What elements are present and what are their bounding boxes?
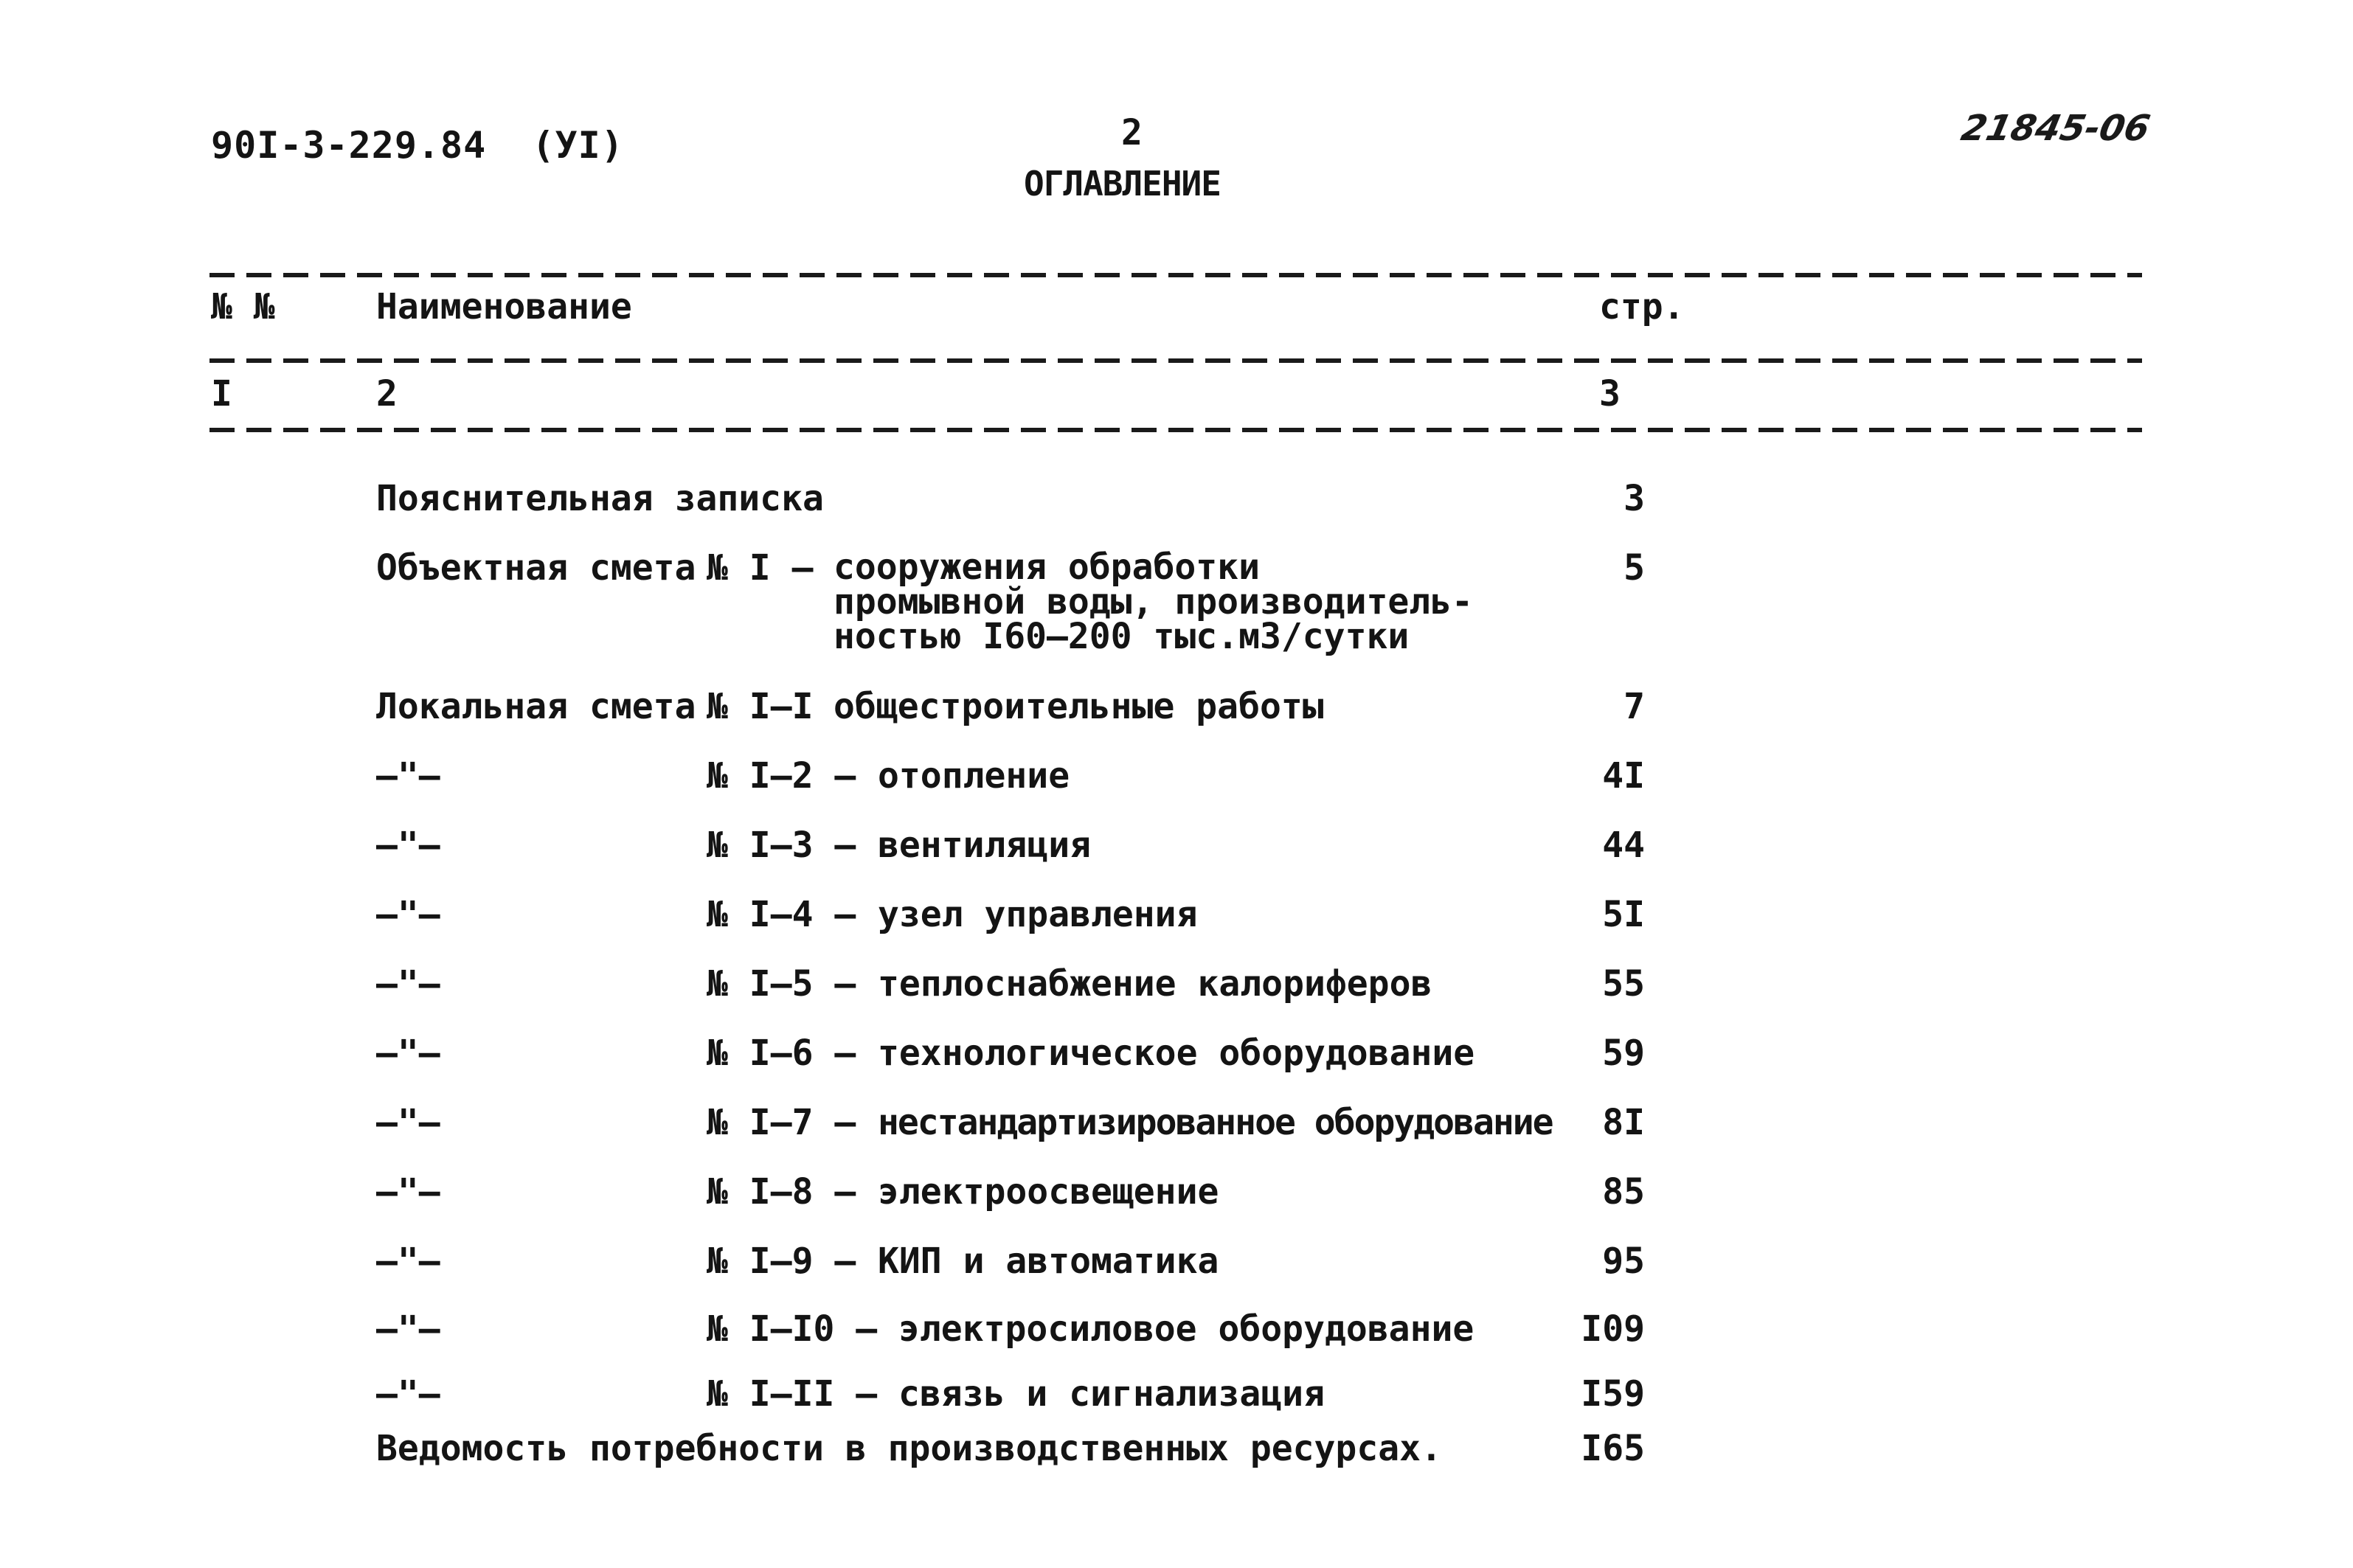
- column-index-name: 2: [376, 373, 398, 414]
- entry-page: I09: [1581, 1308, 1645, 1350]
- toc-entry: [0, 1373, 2353, 1420]
- entry-page: 5I: [1602, 894, 1645, 935]
- entry-name: –"–: [376, 825, 440, 866]
- column-header-name: Наименование: [376, 286, 632, 327]
- entry-description: теплоснабжение калориферов: [878, 963, 1432, 1005]
- entry-name: –"–: [376, 894, 440, 935]
- entry-name: –"–: [376, 1171, 440, 1213]
- entry-name: –"–: [376, 1033, 440, 1074]
- entry-name: –"–: [376, 1308, 440, 1350]
- toc-entry: [0, 547, 2353, 661]
- entry-number: № I–8 –: [707, 1171, 856, 1213]
- entry-number: № I–4 –: [707, 894, 856, 935]
- entry-description: связь и сигнализация: [898, 1373, 1325, 1415]
- entry-number: № I–5 –: [707, 963, 856, 1005]
- toc-entry: [0, 1035, 2353, 1080]
- entry-page: 85: [1602, 1171, 1645, 1213]
- entry-page: I65: [1581, 1428, 1645, 1469]
- entry-number: № I–7 –: [707, 1102, 856, 1143]
- entry-page: I59: [1581, 1373, 1645, 1415]
- document-code: 90I-3-229.84 (УI): [211, 124, 624, 167]
- entry-name: Ведомость потребности в производственных ресурсах.: [376, 1428, 1442, 1469]
- entry-page: 59: [1602, 1033, 1645, 1074]
- entry-name: –"–: [376, 1102, 440, 1143]
- entry-description: вентиляция: [878, 825, 1091, 866]
- entry-description: узел управления: [878, 894, 1198, 935]
- entry-description: электросиловое оборудование: [898, 1308, 1474, 1350]
- entry-name: –"–: [376, 755, 440, 797]
- dashed-rule-bottom: [209, 428, 2142, 432]
- entry-number: № I–I0 –: [707, 1308, 878, 1350]
- toc-entry: [0, 755, 2353, 802]
- page-title: ОГЛАВЛЕНИЕ: [1024, 164, 1221, 204]
- toc-entry: [0, 1308, 2353, 1356]
- entry-name: Объектная смета: [376, 547, 696, 589]
- entry-number: № I–3 –: [707, 825, 856, 866]
- entry-description: общестроительные работы: [834, 686, 1324, 727]
- entry-page: 55: [1602, 963, 1645, 1005]
- page-number: 2: [1121, 112, 1143, 153]
- toc-entry: [0, 1102, 2353, 1149]
- toc-entry: [0, 478, 2353, 525]
- toc-entry: [0, 1428, 2353, 1475]
- entry-description: КИП и автоматика: [878, 1241, 1219, 1282]
- entry-number: № I–9 –: [707, 1241, 856, 1282]
- entry-name: Локальная смета: [376, 686, 696, 727]
- dashed-rule-middle: [209, 358, 2142, 363]
- toc-entry: [0, 825, 2353, 872]
- entry-description: отопление: [878, 755, 1070, 797]
- entry-number: № I–2 –: [707, 755, 856, 797]
- entry-description: электроосвещение: [878, 1171, 1219, 1213]
- entry-page: 7: [1623, 686, 1645, 727]
- column-header-number: № №: [211, 286, 275, 327]
- toc-entry: [0, 686, 2353, 733]
- entry-number: № I –: [707, 547, 814, 589]
- entry-number: № I–II –: [707, 1373, 878, 1415]
- entry-description: сооружения обработки промывной воды, производитель- ностью I60–200 тыс.м3/сутки: [834, 547, 1473, 658]
- entry-name: –"–: [376, 963, 440, 1005]
- toc-entry: [0, 894, 2353, 941]
- column-index-page: 3: [1599, 373, 1621, 414]
- entry-name: –"–: [376, 1373, 440, 1415]
- entry-number: № I–I: [707, 686, 814, 727]
- entry-page: 8I: [1602, 1102, 1645, 1143]
- entry-name: –"–: [376, 1241, 440, 1282]
- entry-description: технологическое оборудование: [878, 1033, 1475, 1074]
- entry-description: нестандартизированное оборудование: [878, 1102, 1553, 1143]
- toc-entry: [0, 963, 2353, 1010]
- column-header-page: стр.: [1599, 286, 1685, 327]
- handwritten-code: 21845-06: [1958, 108, 2154, 149]
- entry-page: 44: [1602, 825, 1645, 866]
- entry-page: 3: [1623, 478, 1645, 519]
- toc-entry: [0, 1171, 2353, 1218]
- entry-number: № I–6 –: [707, 1033, 856, 1074]
- entry-name: Пояснительная записка: [376, 478, 824, 519]
- toc-entry: [0, 1243, 2353, 1288]
- entry-page: 4I: [1602, 755, 1645, 797]
- dashed-rule-top: [209, 273, 2142, 277]
- entry-page: 95: [1602, 1241, 1645, 1282]
- column-index-number: I: [211, 373, 232, 414]
- entry-page: 5: [1623, 547, 1645, 589]
